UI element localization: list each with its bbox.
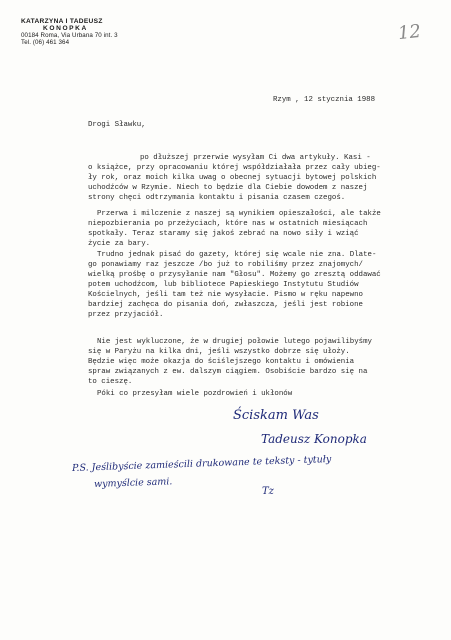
text-line: to cieszę. [88, 378, 133, 386]
postscript-line-1: P.S. Jeślibyście zamieścili drukowane te teksty - tytuły [71, 453, 332, 474]
text-line: się w Paryżu na kilka dni, jeśli wszystko dobrze się ułoży. [88, 348, 350, 356]
text-line: po dłuższej przerwie wysyłam Ci dwa artykuły. Kasi - [140, 154, 371, 162]
text-line: Póki co przesyłam wiele pozdrowień i ukłonów [97, 390, 293, 398]
letterhead-phone: Tel. (06) 461 364 [21, 39, 70, 46]
text-line: Będzie więc może okazja do ściślejszego kontaktu i omówienia [88, 358, 355, 366]
text-line: niepozbierania po przeżyciach, które nas w ostatnich miesiącach [88, 220, 368, 228]
text-line: uchodźców w Rzymie. Niech to będzie dla Ciebie dowodem z naszej [88, 184, 368, 192]
letterhead-surname: KONOPKA [43, 25, 88, 32]
text-line: go ponawiamy raz jeszcze /bo już to robiliśmy przez znajomych/ [88, 261, 363, 269]
text-line: spraw związanych z ew. dalszym ciągiem. Osobiście bardzo się na [88, 368, 368, 376]
letterhead-names: KATARZYNA I TADEUSZ [21, 18, 103, 25]
text-line: ły rok, oraz moich kilka uwag o obecnej sytuacji bytowej polskich [88, 174, 377, 182]
letterhead-address: 00184 Roma, Via Urbana 70 int. 3 [21, 32, 118, 39]
letterhead [21, 18, 161, 46]
salutation: Drogi Sławku, [88, 121, 146, 129]
text-line: wielką prośbę o przysyłanie nam "Głosu". Możemy go zresztą oddawać [88, 271, 381, 279]
text-line: przez przyjaciół. [88, 311, 164, 319]
postscript-line-2: wymyślcie sami. [93, 476, 173, 490]
paragraph-4 [88, 337, 448, 387]
text-line: Przerwa i milczenie z naszej są wynikiem opieszałości, ale także [97, 210, 381, 218]
page-number: 12 [396, 20, 422, 45]
text-line: Nie jest wykluczone, że w drugiej połowie lutego pojawilibyśmy [97, 338, 372, 346]
handwritten-initial: Tz [262, 486, 274, 497]
handwritten-signature: Tadeusz Konopka [261, 432, 367, 446]
text-line: Kościelnych, jeśli tam też nie wysyłacie. Pismo w ręku napewno [88, 291, 363, 299]
letter-date: Rzym , 12 stycznia 1988 [273, 96, 376, 104]
paragraph-1 [88, 153, 448, 203]
text-line: życie za bary. [88, 240, 151, 248]
text-line: o książce, przy opracowaniu której współdziałała przez cały ubieg- [88, 164, 381, 172]
text-line: spotkały. Teraz staramy się jakoś zebrać na nowo siły i wziąć [88, 230, 359, 238]
paragraph-5 [88, 389, 448, 399]
paragraph-2 [88, 209, 448, 249]
handwritten-closing: Ściskam Was [233, 408, 319, 423]
text-line: bardziej zachęca do pisania doń, zwłaszcza, jeśli jest robione [88, 301, 363, 309]
text-line: potem uchodźcom, lub bibliotece Papieskiego Instytutu Studiów [88, 281, 359, 289]
text-line: Trudno jednak pisać do gazety, której się wcale nie zna. Dlate- [97, 251, 377, 259]
text-line: strony chęci odtrzymania kontaktu i pisania czasem czegoś. [88, 194, 346, 202]
paragraph-3 [88, 250, 448, 320]
